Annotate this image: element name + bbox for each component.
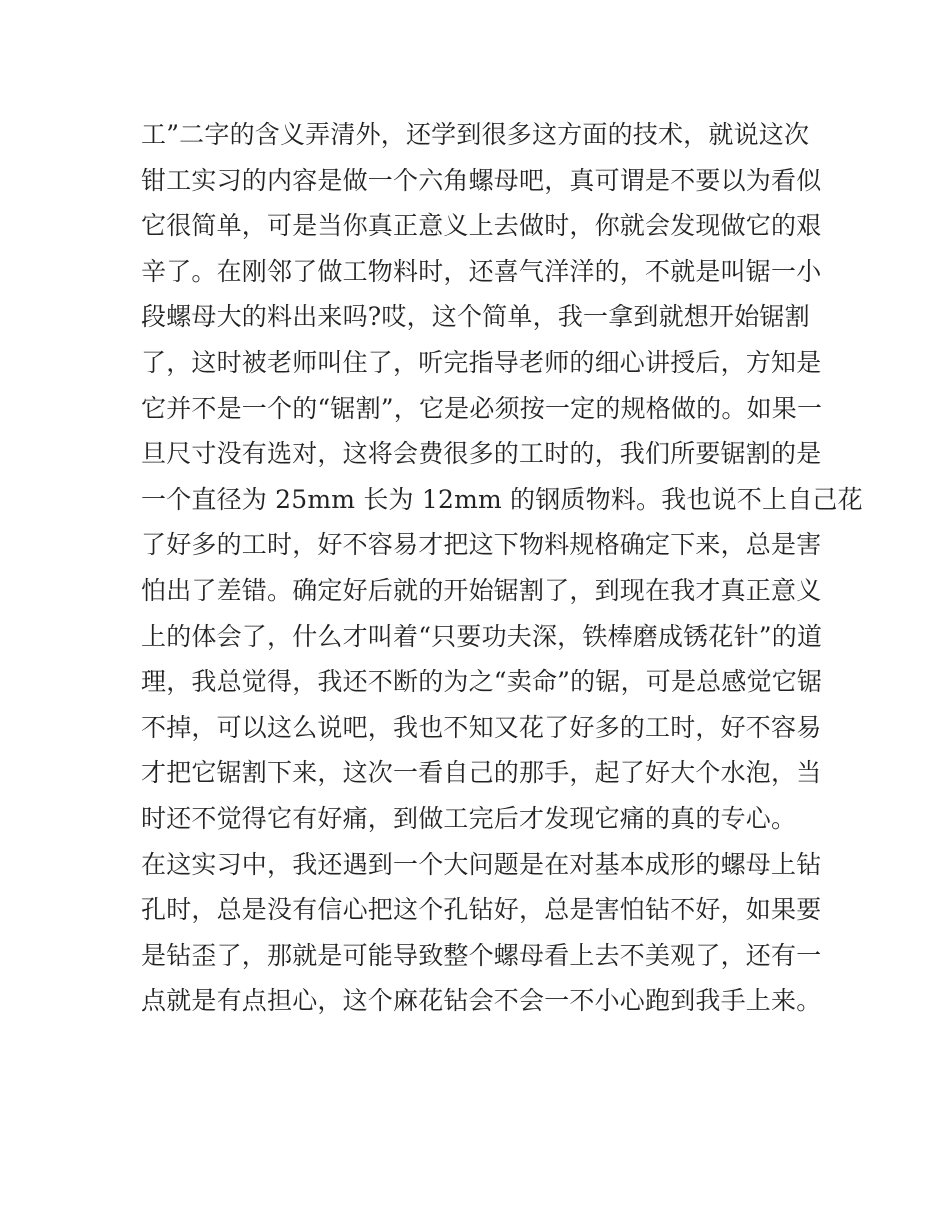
text-line: 旦尺寸没有选对，这将会费很多的工时的，我们所要锯割的是 (141, 439, 822, 469)
text-line: 它并不是一个的“锯割”，它是必须按一定的规格做的。如果一 (141, 393, 823, 423)
text-line: 辛了。在刚邻了做工物料时，还喜气洋洋的，不就是叫锯一小 (141, 256, 822, 286)
text-line: 才把它锯割下来，这次一看自己的那手，起了好大个水泡，当 (141, 758, 822, 788)
text-line: 它很简单，可是当你真正意义上去做时，你就会发现做它的艰 (141, 211, 822, 241)
text-line: 了好多的工时，好不容易才把这下物料规格确定下来，总是害 (141, 530, 822, 560)
text-line: 是钻歪了，那就是可能导致整个螺母看上去不美观了，还有一 (141, 940, 822, 970)
text-line: 孔时，总是没有信心把这个孔钻好，总是害怕钻不好，如果要 (141, 895, 822, 925)
text-line: 不掉，可以这么说吧，我也不知又花了好多的工时，好不容易 (141, 712, 822, 742)
text-line: 了，这时被老师叫住了，听完指导老师的细心讲授后，方知是 (141, 347, 822, 377)
text-line: 工”二字的含义弄清外，还学到很多这方面的技术，就说这次 (141, 120, 810, 149)
text-line: 上的体会了，什么才叫着“只要功夫深，铁棒磨成锈花针”的道 (141, 621, 823, 651)
text-line: 段螺母大的料出来吗?哎，这个简单，我一拿到就想开始锯割 (141, 302, 810, 332)
text-line: 点就是有点担心，这个麻花钻会不会一不小心跑到我手上来。 (141, 986, 822, 1016)
text-line: 在这实习中，我还遇到一个大问题是在对基本成形的螺母上钻 (141, 849, 822, 879)
text-line: 怕出了差错。确定好后就的开始锯割了，到现在我才真正意义 (141, 575, 822, 605)
text-line: 一个直径为 25mm 长为 12mm 的钢质物料。我也说不上自己花 (141, 484, 863, 514)
body-text (141, 112, 863, 1024)
text-line: 时还不觉得它有好痛，到做工完后才发现它痛的真的专心。 (141, 803, 797, 833)
text-line: 钳工实习的内容是做一个六角螺母吧，真可谓是不要以为看似 (141, 165, 822, 195)
text-line: 理，我总觉得，我还不断的为之“卖命”的锯，可是总感觉它锯 (141, 667, 823, 697)
